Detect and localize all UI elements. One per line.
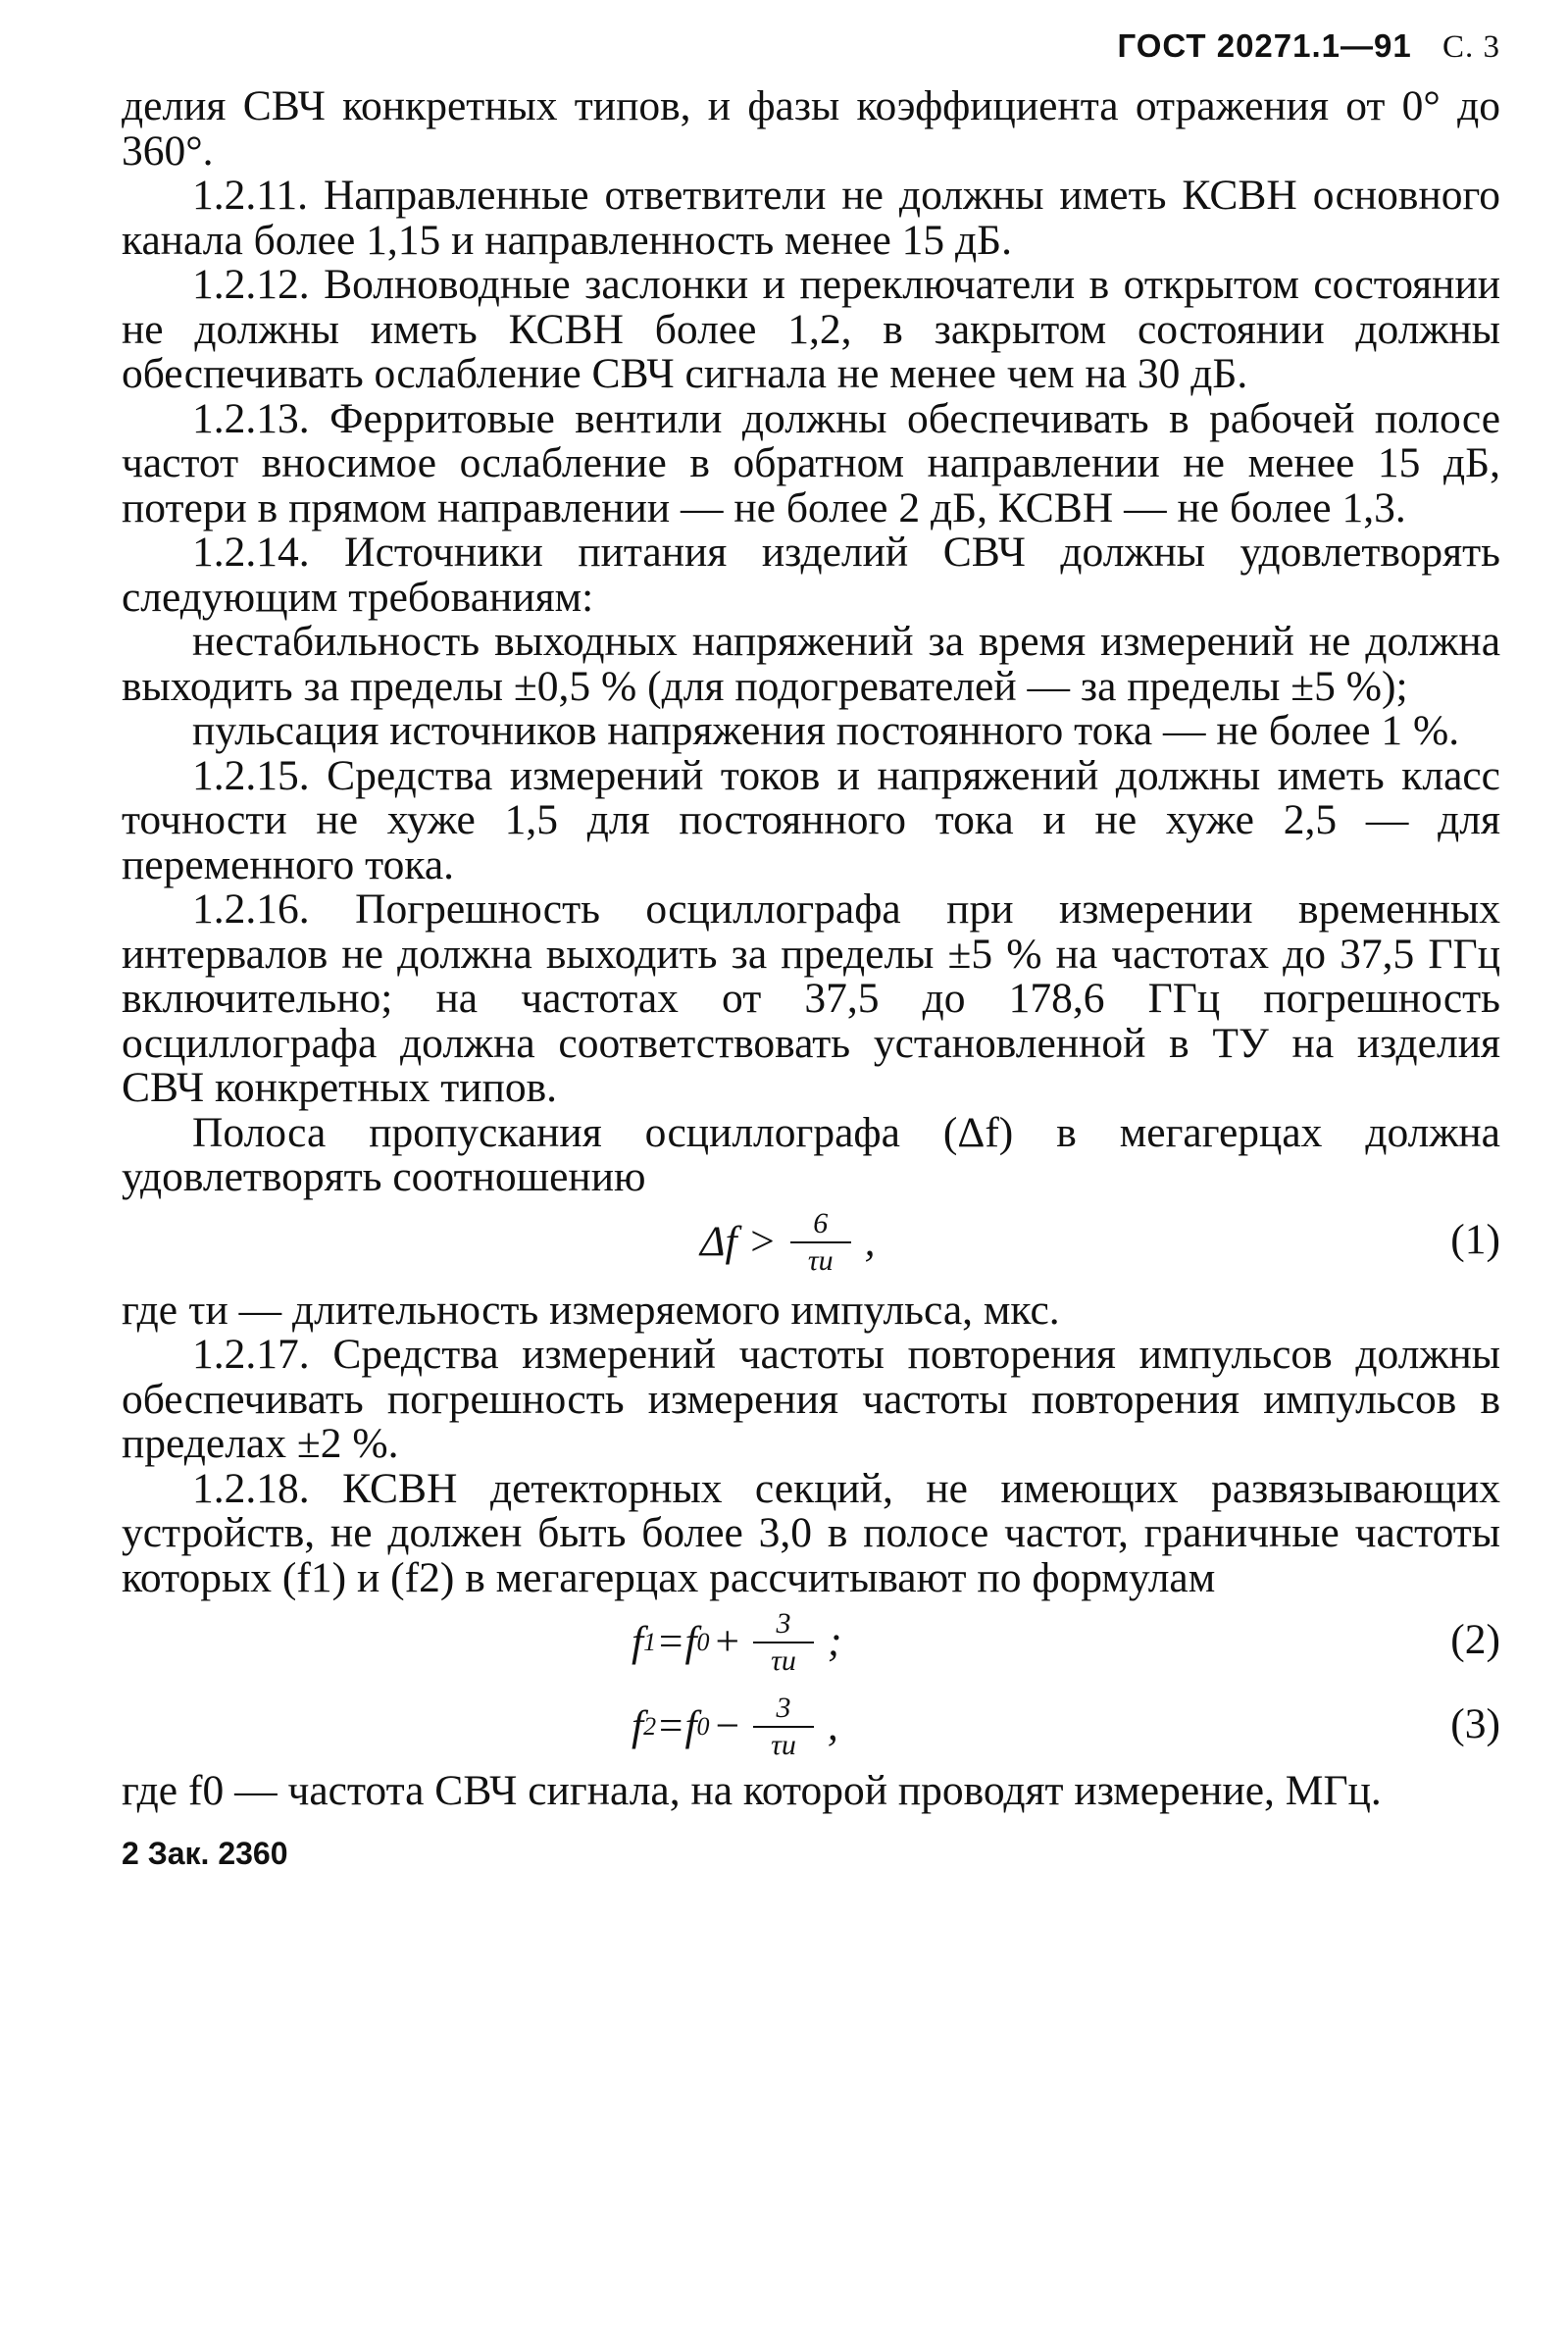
formula-var: f bbox=[632, 1618, 644, 1666]
paragraph-1-2-16: 1.2.16. Погрешность осциллографа при измерении временных интервалов не должна выходить за пределы ±5 % на частотах до 37,5 ГГц включительно; на частотах от 37,5 до 178,6 ГГц погрешность осциллографа должна соответствовать установленной в ТУ на изделия СВЧ конкретных типов. bbox=[122, 885, 1500, 1111]
formula-2 bbox=[122, 1600, 1500, 1685]
formula-eq: =f bbox=[656, 1702, 697, 1750]
page-header bbox=[1117, 27, 1500, 66]
document-body bbox=[122, 84, 1500, 1876]
paragraph-1-2-13: 1.2.13. Ферритовые вентили должны обеспечивать в рабочей полосе частот вносимое ослабление в обратном направлении не менее 15 дБ, потери в прямом направлении — не более 2 дБ, КСВН — не более 1,3. bbox=[122, 394, 1500, 531]
denominator: τи bbox=[790, 1241, 851, 1277]
formula-var: f bbox=[632, 1702, 644, 1750]
paragraph-1-2-12: 1.2.12. Волноводные заслонки и переключатели в открытом состоянии не должны иметь КСВН более 1,2, в закрытом состоянии должны обеспечивать ослабление СВЧ сигнала не менее чем на 30 дБ. bbox=[122, 261, 1500, 397]
equation-number: (1) bbox=[1450, 1215, 1500, 1263]
formula-1 bbox=[122, 1200, 1500, 1289]
fraction bbox=[790, 1208, 851, 1277]
formula-punct: ; bbox=[827, 1618, 842, 1666]
formula-3 bbox=[122, 1685, 1500, 1769]
paragraph-1-2-15: 1.2.15. Средства измерений токов и напряжений должны иметь класс точности не хуже 1,5 для постоянного тока и не хуже 2,5 — для переменного тока. bbox=[122, 751, 1500, 888]
paragraph-1-2-11: 1.2.11. Направленные ответвители не должны иметь КСВН основного канала более 1,15 и направленность менее 15 дБ. bbox=[122, 172, 1500, 264]
paragraph: где f0 — частота СВЧ сигнала, на которой проводят измерение, МГц. bbox=[122, 1767, 1382, 1814]
paragraph-1-2-18: 1.2.18. КСВН детекторных секций, не имеющих развязывающих устройств, не должен быть более 3,0 в полосе частот, граничные частоты которых (f1) и (f2) в мегагерцах рассчитывают по формулам bbox=[122, 1464, 1500, 1601]
order-number: 2 Зак. 2360 bbox=[122, 1835, 288, 1871]
numerator: 3 bbox=[776, 1692, 791, 1724]
denominator: τи bbox=[753, 1726, 814, 1761]
paragraph: Полоса пропускания осциллографа (Δf) в мегагерцах должна удовлетворять соотношению bbox=[122, 1108, 1500, 1200]
numerator: 6 bbox=[813, 1206, 829, 1239]
paragraph: делия СВЧ конкретных типов, и фазы коэффициента отражения от 0° до 360°. bbox=[122, 82, 1500, 175]
formula-sub: 0 bbox=[696, 1628, 710, 1657]
formula-sub: 2 bbox=[643, 1712, 657, 1742]
formula-sub: 1 bbox=[643, 1628, 657, 1657]
list-item: пульсация источников напряжения постоянного тока — не более 1 %. bbox=[192, 707, 1460, 754]
list-item: нестабильность выходных напряжений за время измерений не должна выходить за пределы ±0,5 % (для подогревателей — за пределы ±5 %); bbox=[122, 618, 1500, 710]
formula-operator: − bbox=[715, 1702, 740, 1750]
denominator: τи bbox=[753, 1642, 814, 1677]
formula-punct: , bbox=[864, 1217, 876, 1265]
formula-lhs: Δf > bbox=[700, 1217, 777, 1265]
formula-punct: , bbox=[827, 1702, 838, 1750]
equation-number: (3) bbox=[1450, 1700, 1500, 1747]
formula-eq: =f bbox=[656, 1618, 697, 1666]
page-number: С. 3 bbox=[1442, 29, 1500, 65]
formula-operator: + bbox=[715, 1618, 740, 1666]
paragraph-1-2-17: 1.2.17. Средства измерений частоты повторения импульсов должны обеспечивать погрешность измерения частоты повторения импульсов в пределах ±2 %. bbox=[122, 1331, 1500, 1467]
equation-number: (2) bbox=[1450, 1616, 1500, 1663]
paragraph-1-2-14: 1.2.14. Источники питания изделий СВЧ должны удовлетворять следующим требованиям: bbox=[122, 529, 1500, 621]
standard-number: ГОСТ 20271.1—91 bbox=[1117, 27, 1412, 64]
fraction bbox=[753, 1608, 814, 1677]
fraction bbox=[753, 1693, 814, 1761]
numerator: 3 bbox=[776, 1607, 791, 1640]
paragraph: где τи — длительность измеряемого импульса, мкс. bbox=[122, 1286, 1060, 1334]
formula-sub: 0 bbox=[696, 1712, 710, 1742]
